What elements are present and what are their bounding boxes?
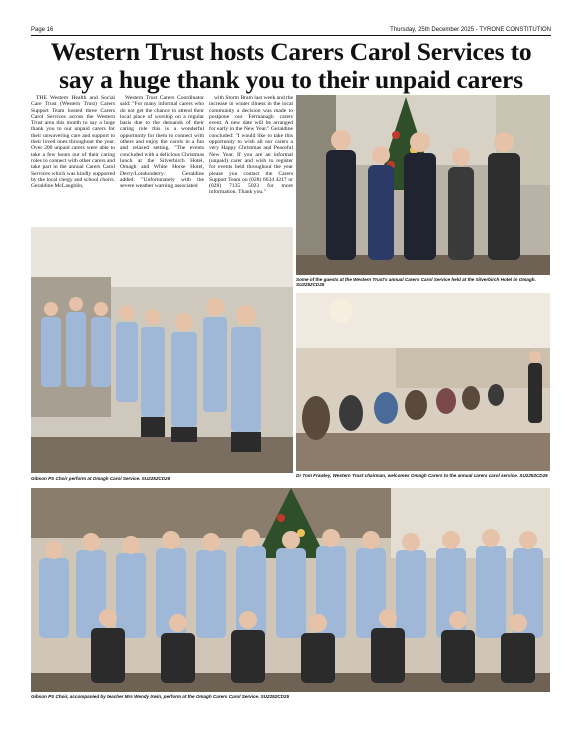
headline: Western Trust hosts Carers Carol Services to say a huge thank you to their unpaid carers	[50, 37, 532, 94]
choir-caption: Gibson PS Choir perform at Omagh Carol Service. SU2252CD25	[31, 476, 171, 481]
choir-photo	[31, 227, 293, 473]
dateline: Thursday, 25th December 2025 - TYRONE CONSTITUTION	[390, 27, 551, 33]
chairman-caption: Dr Tom Frawley, Western Trust chairman, welcomes Omagh Carers to the annual carers carol service. SU2252CD25	[296, 473, 548, 478]
chairman-photo	[296, 293, 550, 471]
bottom-choir-photo	[31, 488, 550, 692]
guests-caption: Some of the guests at the Western Trust's annual Carers Carol Service held at the Silverbirch Hotel in Omagh. SU2252CD25	[296, 277, 536, 288]
article-column-3: with Storm Bram last week and the increase in winter illness in the local community a decision was made to postpone our Fermanagh carers event. A new date will be arranged for early in the New Year." Geraldine concluded: "I would like to take this opportunity to wish all our carers a very Happy Christmas and Peaceful New Year. If you are an informal (unpaid) carer and wish to register for events held throughout the year please you contact the Carers Support Team on (028) 6634 4217 or (028) 7135 5023 for more information. Thank you."	[209, 95, 293, 196]
header-rule	[31, 35, 551, 36]
article-column-1: THE Western Health and Social Care Trust (Western Trust) Carers Support Team hosted three Carers Carol Services across the Western Trust area this month to say a huge thank you to our unpaid carers for their unwavering care and support to their loved ones throughout the year. Over 200 unpaid carers were able to take a few hours out of their caring roles to connect with other carers and take part in the annual Carers Carol Services which was kindly supported by the local clergy and school choirs. Geraldine McLaughlin,	[31, 95, 115, 190]
article-column-2: Western Trust Carers Coordinator said: "For many informal carers who do not get the chance to attend their local place of worship on a regular basis due to the demands of their caring role this is a wonderful opportunity for them to connect with others and enjoy the carols in a fun and relaxed setting. "The events concluded with a delicious Christmas lunch at the Silverbirch Hotel, Omagh and White Horse Hotel, Derry/Londonderry. Geraldine added: "Unfortunately with the severe weather warning associated	[120, 95, 204, 190]
article-body	[31, 95, 293, 223]
bottom-choir-caption: Gibson PS Choir, accompanied by teacher Mrs Wendy Irwin, perform at the Omagh Carers Carol Service. SU2252CD25	[31, 694, 290, 699]
page-number: Page 16	[31, 27, 54, 33]
guests-photo	[296, 95, 550, 275]
